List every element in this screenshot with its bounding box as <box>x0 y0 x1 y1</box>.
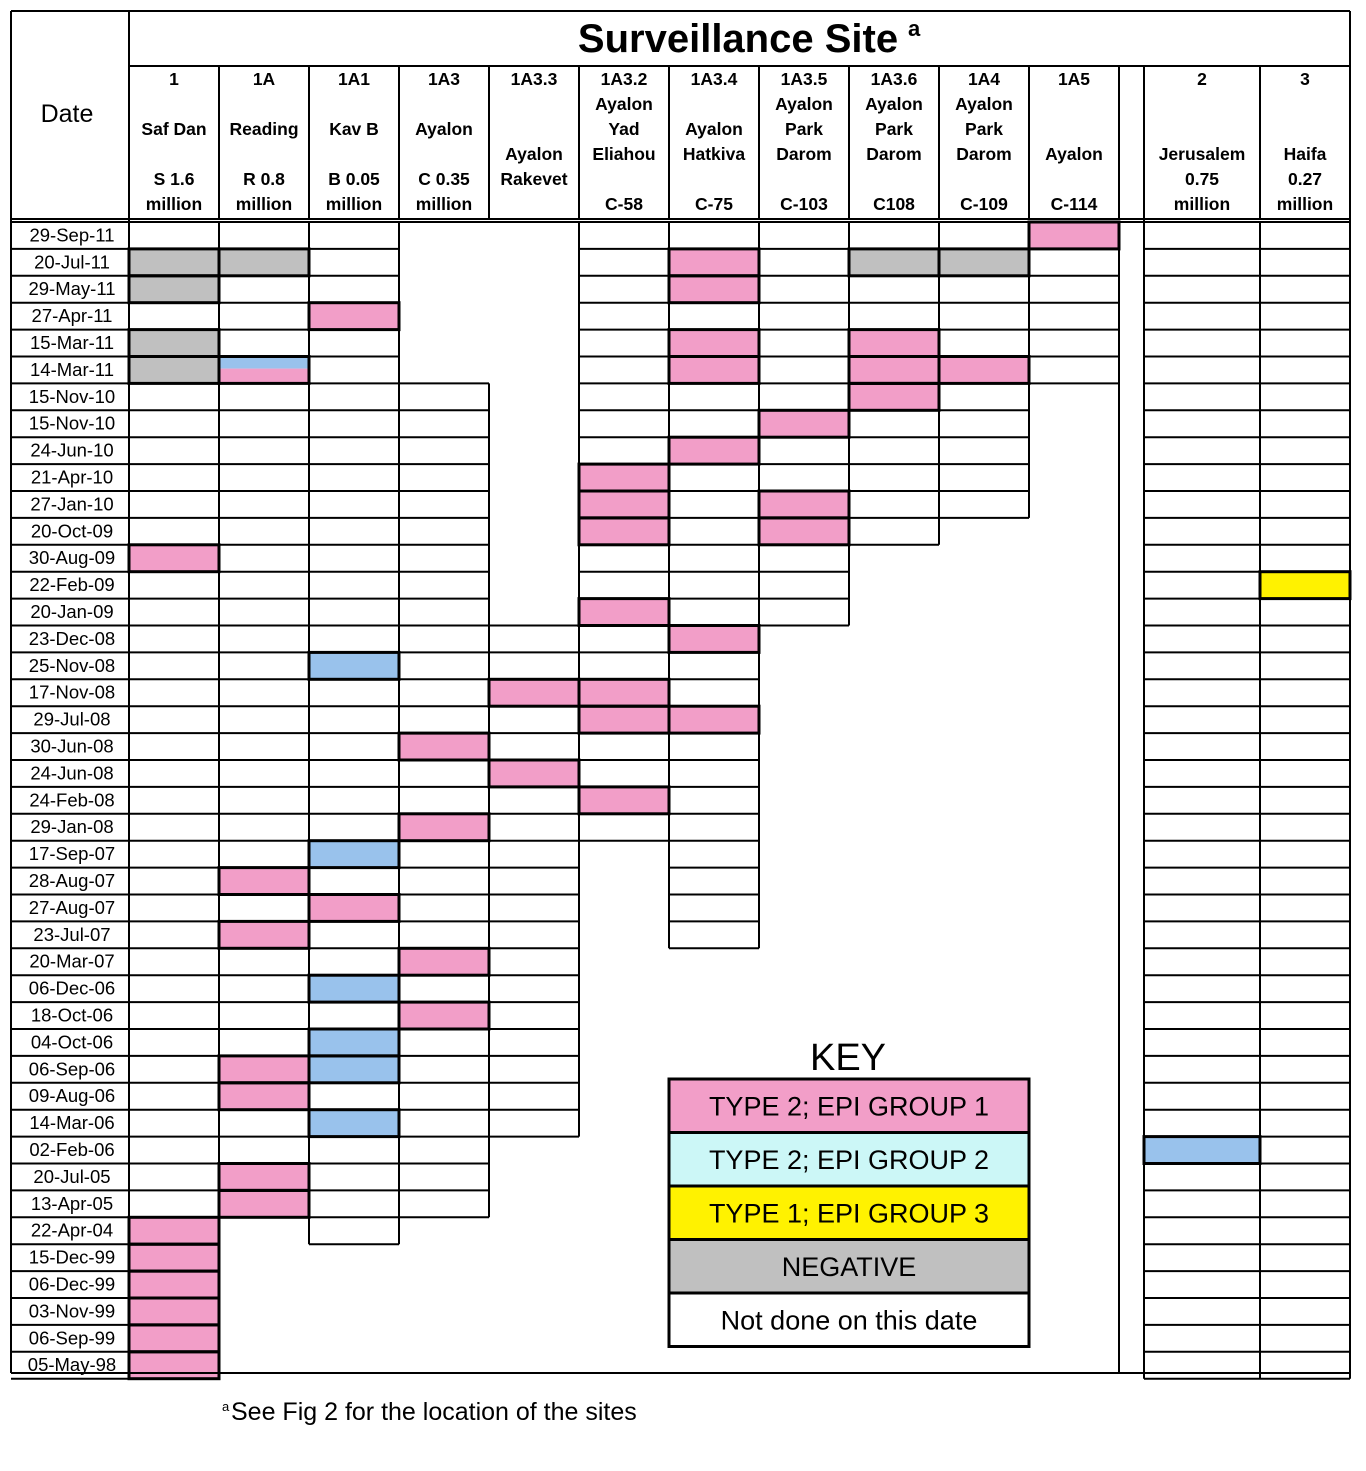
result-cell-t2e2 <box>309 1110 399 1137</box>
site-code: 3 <box>1300 69 1310 89</box>
date-label: 06-Dec-06 <box>28 977 116 999</box>
site-code: 1 <box>169 69 179 89</box>
date-label: 15-Nov-10 <box>28 385 116 407</box>
date-label: 20-Jan-09 <box>30 600 114 622</box>
result-cell-t2e1 <box>399 1002 489 1029</box>
date-label: 25-Nov-08 <box>28 654 116 676</box>
site-name-line: Ayalon <box>775 94 833 114</box>
site-code: 1A3.2 <box>600 69 648 89</box>
date-label: 03-Nov-99 <box>28 1300 116 1322</box>
chart-title-superscript: a <box>908 16 921 41</box>
result-cell-t2e1 <box>759 491 849 518</box>
key-label: TYPE 2; EPI GROUP 2 <box>708 1144 990 1175</box>
result-cell-t2e1 <box>219 1083 309 1110</box>
site-code: 1A <box>252 69 276 89</box>
key-label: TYPE 1; EPI GROUP 3 <box>708 1198 990 1229</box>
result-cell-t2e1 <box>129 1352 219 1379</box>
site-name-line: Ayalon <box>685 119 743 139</box>
chart-title: Surveillance Site <box>577 17 899 61</box>
date-label: 06-Sep-99 <box>28 1327 116 1349</box>
key-label: TYPE 2; EPI GROUP 1 <box>708 1091 990 1122</box>
site-name-line: C-58 <box>605 194 643 214</box>
footnote-mark: a <box>222 1399 230 1414</box>
result-cell-t2e1 <box>309 303 399 330</box>
result-cell-t2e1 <box>579 518 669 545</box>
date-label: 27-Apr-11 <box>31 305 113 327</box>
result-cell-t2e2 <box>309 1056 399 1083</box>
result-cell-t2e1 <box>129 1325 219 1352</box>
result-cell-t2e1 <box>669 276 759 303</box>
result-cell-t2e1 <box>759 410 849 437</box>
site-code: 1A3.5 <box>780 69 828 89</box>
result-cell-t2e2 <box>309 841 399 868</box>
date-label: 30-Aug-09 <box>28 547 116 569</box>
site-code: 1A3.4 <box>690 69 738 89</box>
date-label: 06-Sep-06 <box>28 1058 116 1080</box>
result-cell-t2e1 <box>219 868 309 895</box>
date-label: 29-May-11 <box>28 278 116 300</box>
site-name-line: Ayalon <box>595 94 653 114</box>
date-label: 09-Aug-06 <box>28 1085 116 1107</box>
result-cell-t2e1 <box>129 1244 219 1271</box>
site-name-line: Ayalon <box>1045 144 1103 164</box>
site-code: 1A1 <box>337 69 371 89</box>
date-label: 04-Oct-06 <box>30 1031 114 1053</box>
site-code: 1A3.3 <box>510 69 558 89</box>
result-cell-neg <box>129 276 219 303</box>
result-cell-t2e1 <box>669 626 759 653</box>
result-cell-t2e1 <box>309 895 399 922</box>
site-name-line: million <box>145 194 203 214</box>
date-label: 05-May-98 <box>27 1354 117 1376</box>
site-name-line: Darom <box>866 144 922 164</box>
site-name-line: 0.75 <box>1184 169 1220 189</box>
site-code: 1A3.6 <box>870 69 918 89</box>
result-cell-t2e1 <box>219 1190 309 1217</box>
result-cell-neg <box>939 249 1029 276</box>
site-name-line: Park <box>875 119 913 139</box>
date-label: 20-Mar-07 <box>29 950 115 972</box>
site-name-line: B 0.05 <box>328 169 380 189</box>
result-cell-t2e1 <box>399 733 489 760</box>
site-name-line: million <box>1276 194 1334 214</box>
site-name-line: C 0.35 <box>418 169 470 189</box>
site-name-line: C108 <box>873 194 915 214</box>
result-cell-t2e1 <box>129 1217 219 1244</box>
result-cell-t2e1 <box>129 545 219 572</box>
result-cell-t2e1 <box>489 760 579 787</box>
result-cell-t1e3 <box>1260 572 1350 599</box>
result-cell-t2e1 <box>579 464 669 491</box>
date-label: 24-Jun-10 <box>30 439 114 461</box>
result-cell-t2e1 <box>669 357 759 384</box>
site-name-line: Reading <box>229 119 299 139</box>
site-code: 1A4 <box>967 69 1001 89</box>
site-code: 2 <box>1197 69 1207 89</box>
date-label: 27-Aug-07 <box>28 896 116 918</box>
result-cell-t2e1 <box>129 1298 219 1325</box>
date-label: 24-Jun-08 <box>30 762 114 784</box>
result-cell-t2e1 <box>579 679 669 706</box>
result-cell-t2e2 <box>309 652 399 679</box>
site-name-line: Park <box>965 119 1003 139</box>
result-cell-t2e1 <box>129 1271 219 1298</box>
footnote: See Fig 2 for the location of the sites <box>231 1398 637 1426</box>
key-legend <box>669 1079 1029 1347</box>
result-cell-t2e1 <box>489 679 579 706</box>
date-label: 14-Mar-06 <box>29 1112 115 1134</box>
result-cell-t2e1 <box>579 787 669 814</box>
date-label: 17-Sep-07 <box>28 843 116 865</box>
date-label: 18-Oct-06 <box>30 1004 114 1026</box>
site-name-line: million <box>325 194 383 214</box>
result-cell-t2e1 <box>1029 222 1119 249</box>
result-cell-t2e1 <box>579 491 669 518</box>
result-cell-t2e1 <box>399 814 489 841</box>
site-name-line: C-75 <box>695 194 733 214</box>
date-label: 20-Jul-11 <box>34 251 110 273</box>
result-cell-t2e1 <box>759 518 849 545</box>
result-cell-t2e1 <box>219 1164 309 1191</box>
site-name-line: Darom <box>776 144 832 164</box>
date-label: 14-Mar-11 <box>30 358 114 380</box>
site-name-line: C-114 <box>1050 194 1098 214</box>
site-code: 1A3 <box>427 69 461 89</box>
date-label: 15-Mar-11 <box>30 331 114 353</box>
date-label: 13-Apr-05 <box>30 1192 114 1214</box>
site-name-line: Eliahou <box>592 144 656 164</box>
site-name-line: million <box>415 194 473 214</box>
result-cell-t2e1 <box>219 921 309 948</box>
date-label: 06-Dec-99 <box>28 1273 116 1295</box>
date-column-header: Date <box>40 100 94 128</box>
result-cell-t2e1 <box>849 357 939 384</box>
site-name-line: million <box>1173 194 1231 214</box>
result-cell-t2e1 <box>849 383 939 410</box>
result-cell-t2e2 <box>1144 1137 1260 1164</box>
result-cell-t2e1 <box>579 706 669 733</box>
date-label: 15-Nov-10 <box>28 412 116 434</box>
site-name-line: C-109 <box>960 194 1008 214</box>
date-label: 23-Jul-07 <box>33 923 111 945</box>
date-label: 28-Aug-07 <box>28 869 116 891</box>
result-cell-neg <box>849 249 939 276</box>
date-label: 20-Oct-09 <box>30 520 114 542</box>
site-name-line: Rakevet <box>500 169 568 189</box>
site-name-line: R 0.8 <box>243 169 285 189</box>
site-name-line: million <box>235 194 293 214</box>
result-cell-mixed-bottom <box>219 369 309 384</box>
site-name-line: 0.27 <box>1287 169 1323 189</box>
date-label: 20-Jul-05 <box>33 1165 111 1187</box>
key-title: KEY <box>809 1037 887 1079</box>
date-label: 22-Feb-09 <box>29 574 115 596</box>
result-cell-t2e1 <box>849 330 939 357</box>
result-cell-t2e1 <box>939 357 1029 384</box>
result-cell-neg <box>129 249 219 276</box>
result-cell-t2e1 <box>669 437 759 464</box>
date-label: 29-Sep-11 <box>29 224 115 246</box>
date-label: 02-Feb-06 <box>29 1138 115 1160</box>
site-name-line: Kav B <box>329 119 379 139</box>
result-cell-t2e1 <box>669 249 759 276</box>
site-name-line: Ayalon <box>865 94 923 114</box>
date-label: 15-Dec-99 <box>28 1246 116 1268</box>
result-cell-neg <box>129 357 219 384</box>
site-name-line: Yad <box>608 119 640 139</box>
site-name-line: Darom <box>956 144 1012 164</box>
site-name-line: Ayalon <box>955 94 1013 114</box>
site-name-line: Saf Dan <box>141 119 207 139</box>
result-cell-t2e1 <box>399 948 489 975</box>
date-label: 21-Apr-10 <box>30 466 114 488</box>
date-label: 27-Jan-10 <box>30 493 114 515</box>
date-label: 29-Jan-08 <box>30 816 114 838</box>
site-name-line: Park <box>785 119 823 139</box>
date-label: 29-Jul-08 <box>33 708 111 730</box>
date-label: 17-Nov-08 <box>28 681 116 703</box>
result-cell-neg <box>219 249 309 276</box>
result-cell-t2e2 <box>309 975 399 1002</box>
date-label: 30-Jun-08 <box>30 735 114 757</box>
key-label: Not done on this date <box>720 1305 978 1336</box>
site-name-line: Jerusalem <box>1158 144 1246 164</box>
site-name-line: C-103 <box>780 194 828 214</box>
site-code: 1A5 <box>1057 69 1091 89</box>
site-name-line: Haifa <box>1283 144 1327 164</box>
date-label: 24-Feb-08 <box>29 789 115 811</box>
result-cell-t2e1 <box>669 706 759 733</box>
date-label: 23-Dec-08 <box>28 627 116 649</box>
result-cell-t2e1 <box>669 330 759 357</box>
result-cell-t2e1 <box>579 599 669 626</box>
result-cell-t2e1 <box>219 1056 309 1083</box>
result-cell-t2e2 <box>309 1029 399 1056</box>
site-name-line: S 1.6 <box>153 169 195 189</box>
site-name-line: Ayalon <box>415 119 473 139</box>
result-cell-neg <box>129 330 219 357</box>
site-name-line: Hatkiva <box>682 144 746 164</box>
result-cell-mixed-top <box>219 357 309 369</box>
key-label: NEGATIVE <box>781 1251 917 1282</box>
site-name-line: Ayalon <box>505 144 563 164</box>
date-label: 22-Apr-04 <box>30 1219 114 1241</box>
